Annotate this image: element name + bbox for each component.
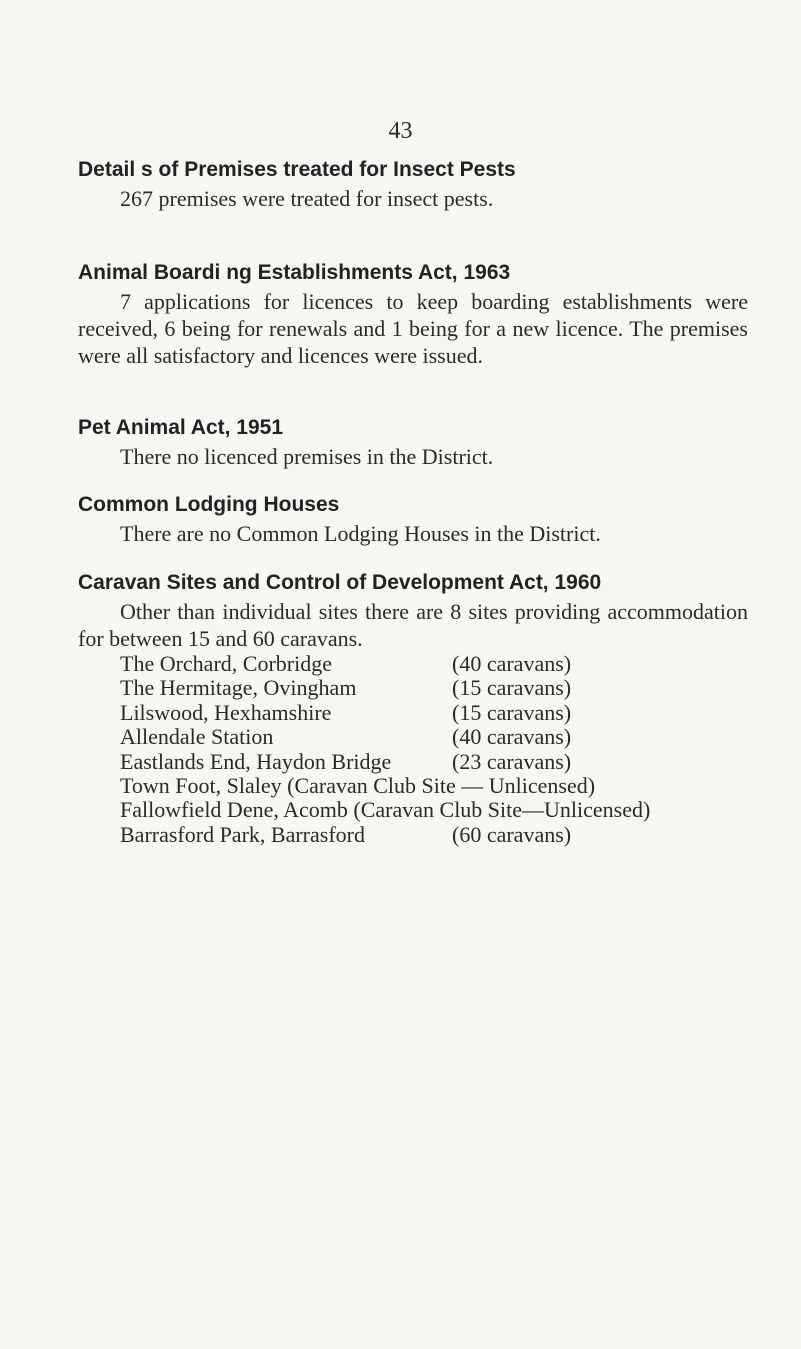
section-caravan-sites [78, 568, 748, 652]
section-heading: Common Lodging Houses [78, 493, 340, 516]
site-capacity: (40 caravans) [452, 651, 572, 676]
list-item [120, 652, 800, 676]
site-name: The Orchard, Corbridge [120, 651, 332, 676]
section-body: 267 premises were treated for insect pests. [120, 186, 494, 211]
caravan-site-list [120, 652, 800, 847]
site-capacity: (23 caravans) [452, 748, 572, 774]
section-body: 7 applications for licences to keep boarding establishments were received, 6 being for renewals and 1 being for a new licence. The premises were all satisfactory and licences were issued. [78, 289, 748, 368]
site-capacity: (40 caravans) [452, 724, 572, 750]
site-capacity: (15 caravans) [452, 699, 572, 725]
section-heading: Animal Boardi ng Establishments Act, 1963 [78, 261, 511, 284]
section-animal-boarding [78, 258, 748, 369]
list-item [120, 701, 800, 725]
site-name: Barrasford Park, Barrasford [120, 821, 365, 847]
site-name: Town Foot, Slaley (Caravan Club Site — Unlicensed) [120, 772, 596, 798]
section-heading: Caravan Sites and Control of Development Act, 1960 [78, 571, 602, 594]
section-body: There are no Common Lodging Houses in the District. [120, 521, 601, 546]
site-name: Fallowfield Dene, Acomb (Caravan Club Site—Unlicensed) [120, 797, 651, 823]
section-heading: Detail s of Premises treated for Insect Pests [78, 158, 516, 181]
site-name: Lilswood, Hexhamshire [120, 699, 332, 725]
list-item [120, 823, 800, 847]
section-body: There no licenced premises in the District. [120, 444, 494, 469]
list-item [120, 725, 800, 749]
section-body: Other than individual sites there are 8 sites providing accommodation for between 15 and 60 caravans. [78, 599, 748, 651]
section-pet-animal [78, 413, 748, 470]
list-item [120, 798, 800, 822]
section-insect-pests [78, 155, 748, 212]
site-name: Eastlands End, Haydon Bridge [120, 748, 392, 774]
site-capacity: (60 caravans) [452, 821, 572, 847]
list-item [120, 676, 800, 700]
section-lodging-houses [78, 490, 748, 547]
page-number: 43 [388, 118, 413, 144]
list-item [120, 750, 800, 774]
list-item [120, 774, 800, 798]
site-name: The Hermitage, Ovingham [120, 675, 357, 701]
site-capacity: (15 caravans) [452, 675, 572, 701]
section-heading: Pet Animal Act, 1951 [78, 416, 284, 439]
site-name: Allendale Station [120, 724, 274, 750]
